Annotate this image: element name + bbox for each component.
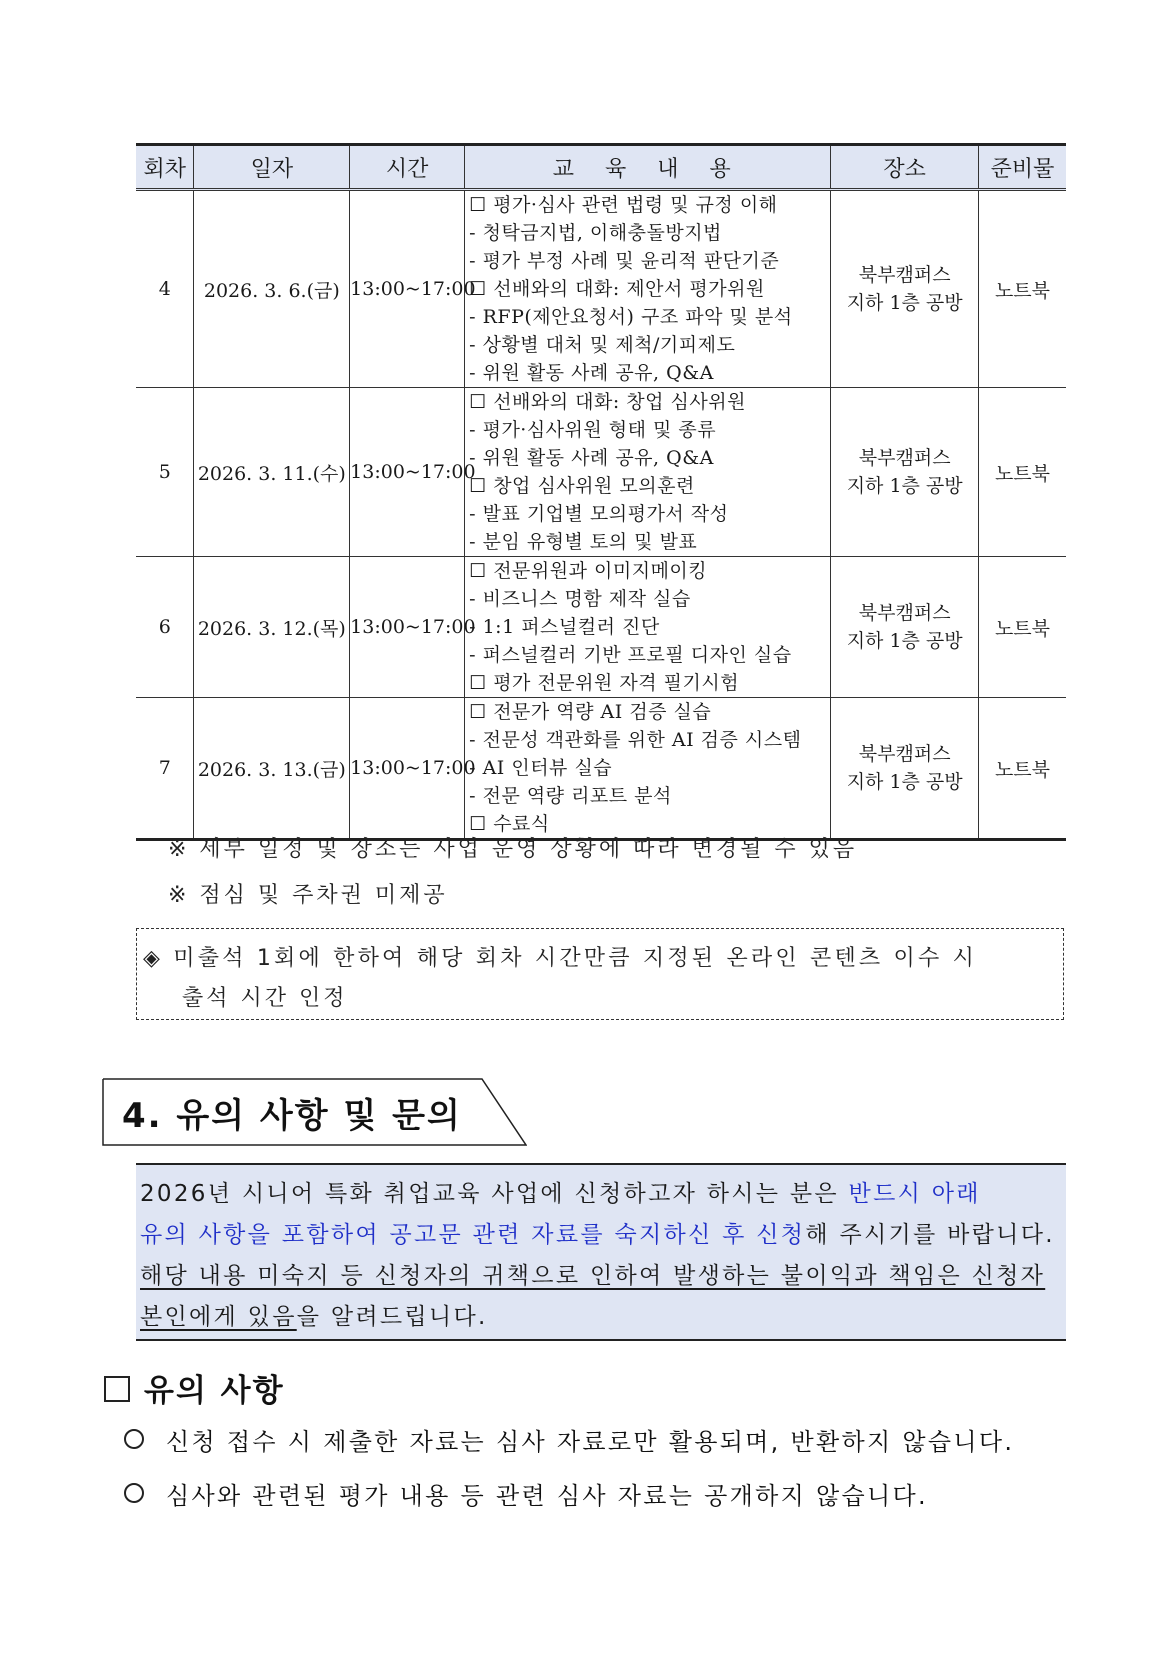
attendance-notice-box [136,928,1064,1020]
cell-date: 2026. 3. 13.(금) [194,698,350,840]
cell-date: 2026. 3. 12.(목) [194,557,350,698]
cell-date: 2026. 3. 6.(금) [194,190,350,388]
content-line: - 전문성 객관화를 위한 AI 검증 시스템 [469,729,802,751]
cell-session: 5 [136,388,194,557]
content-line: - 위원 활동 사례 공유, Q&A [469,447,714,469]
content-line: ☐ 전문위원과 이미지메이킹 [469,560,708,582]
content-line: - AI 인터뷰 실습 [469,757,613,779]
header-prep: 준비물 [978,145,1066,190]
content-line: - 평가 부정 사례 및 윤리적 판단기준 [469,250,780,272]
circle-bullet-icon [124,1483,144,1503]
content-line: - RFP(제안요청서) 구조 파악 및 분석 [469,306,793,328]
place-line: 지하 1층 공방 [846,475,963,497]
intro-box [136,1163,1066,1341]
place-line: 북부캠퍼스 [858,264,951,286]
table-header-row [136,145,1066,190]
cell-time: 13:00~17:00 [350,190,465,388]
place-line: 북부캠퍼스 [858,447,951,469]
content-line: ☐ 전문가 역량 AI 검증 실습 [469,701,712,723]
place-line: 북부캠퍼스 [858,743,951,765]
header-time: 시간 [350,145,465,190]
cell-time: 13:00~17:00 [350,698,465,840]
attendance-notice-line: ◈ 미출석 1회에 한하여 해당 회차 시간만큼 지정된 온라인 콘텐츠 이수 시 [143,946,978,971]
note-schedule-change: ※ 세부 일정 및 장소는 사업 운영 상황에 따라 변경될 수 있음 [168,837,858,862]
content-line: - 발표 기업별 모의평가서 작성 [469,503,729,525]
content-line: - 전문 역량 리포트 분석 [469,785,672,807]
cell-session: 7 [136,698,194,840]
intro-line [140,1175,981,1208]
content-line: - 위원 활동 사례 공유, Q&A [469,362,714,384]
header-place: 장소 [831,145,979,190]
schedule-table [136,143,1066,841]
intro-highlight: 유의 사항을 포함하여 공고문 관련 자료를 숙지하신 후 신청 [140,1222,806,1248]
place-line: 지하 1층 공방 [846,771,963,793]
cell-prep: 노트북 [978,190,1066,388]
cell-session: 4 [136,190,194,388]
cell-place [831,698,979,840]
circle-bullet-icon [124,1429,144,1449]
table-row [136,557,1066,698]
header-session: 회차 [136,145,194,190]
cell-time: 13:00~17:00 [350,557,465,698]
content-line: - 1:1 퍼스널컬러 진단 [469,616,660,638]
place-line: 지하 1층 공방 [846,292,963,314]
place-line: 지하 1층 공방 [846,630,963,652]
intro-line [140,1298,488,1331]
cell-content [465,557,831,698]
content-line: - 상황별 대처 및 제척/기피제도 [469,334,736,356]
cell-date: 2026. 3. 11.(수) [194,388,350,557]
content-line: ☐ 수료식 [469,813,550,835]
caution-text: 심사와 관련된 평가 내용 등 관련 심사 자료는 공개하지 않습니다. [166,1482,928,1510]
content-line: ☐ 선배와의 대화: 제안서 평가위원 [469,278,765,300]
content-line: ☐ 선배와의 대화: 창업 심사위원 [469,391,746,413]
content-line: ☐ 창업 심사위원 모의훈련 [469,475,695,497]
attendance-notice-line: 출석 시간 인정 [182,986,348,1011]
place-line: 북부캠퍼스 [858,602,951,624]
content-line: ☐ 평가·심사 관련 법령 및 규정 이해 [469,194,778,216]
intro-highlight: 반드시 아래 [848,1181,981,1207]
content-line: - 평가·심사위원 형태 및 종류 [469,419,717,441]
cell-prep: 노트북 [978,557,1066,698]
content-line: - 비즈니스 명함 제작 실습 [469,588,691,610]
caution-text: 신청 접수 시 제출한 자료는 심사 자료로만 활용되며, 반환하지 않습니다. [166,1428,1015,1456]
list-item [124,1476,928,1511]
header-content: 교 육 내 용 [465,145,831,190]
table-row [136,698,1066,840]
content-line: ☐ 평가 전문위원 자격 필기시험 [469,672,740,694]
content-line: - 분임 유형별 토의 및 발표 [469,531,698,553]
cell-content [465,698,831,840]
header-date: 일자 [194,145,350,190]
cell-time: 13:00~17:00 [350,388,465,557]
section-heading [102,1078,527,1146]
cell-session: 6 [136,557,194,698]
cell-place [831,190,979,388]
checkbox-square-icon [104,1376,130,1402]
content-line: - 퍼스널컬러 기반 프로필 디자인 실습 [469,644,792,666]
intro-text: 2026년 시니어 특화 취업교육 사업에 신청하고자 하시는 분은 [140,1181,849,1207]
cell-prep: 노트북 [978,388,1066,557]
cell-place [831,388,979,557]
intro-text: 을 알려드립니다. [296,1304,488,1330]
intro-text: 해 주시기를 바랍니다. [805,1222,1055,1248]
note-no-lunch-parking: ※ 점심 및 주차권 미제공 [168,883,448,908]
cell-content [465,388,831,557]
intro-line [140,1216,1055,1249]
cell-place [831,557,979,698]
cell-prep: 노트북 [978,698,1066,840]
cautions-title: 유의 사항 [144,1373,285,1409]
intro-underlined: 본인에게 있음 [140,1304,297,1330]
content-line: - 청탁금지법, 이해충돌방지법 [469,222,722,244]
intro-line: 해당 내용 미숙지 등 신청자의 귀책으로 인하여 발생하는 불이익과 책임은 신청자 [140,1263,1046,1289]
list-item [124,1422,1014,1457]
cautions-heading [104,1365,285,1410]
table-row [136,190,1066,388]
section-title: 4. 유의 사항 및 문의 [122,1096,462,1136]
cell-content [465,190,831,388]
table-row [136,388,1066,557]
